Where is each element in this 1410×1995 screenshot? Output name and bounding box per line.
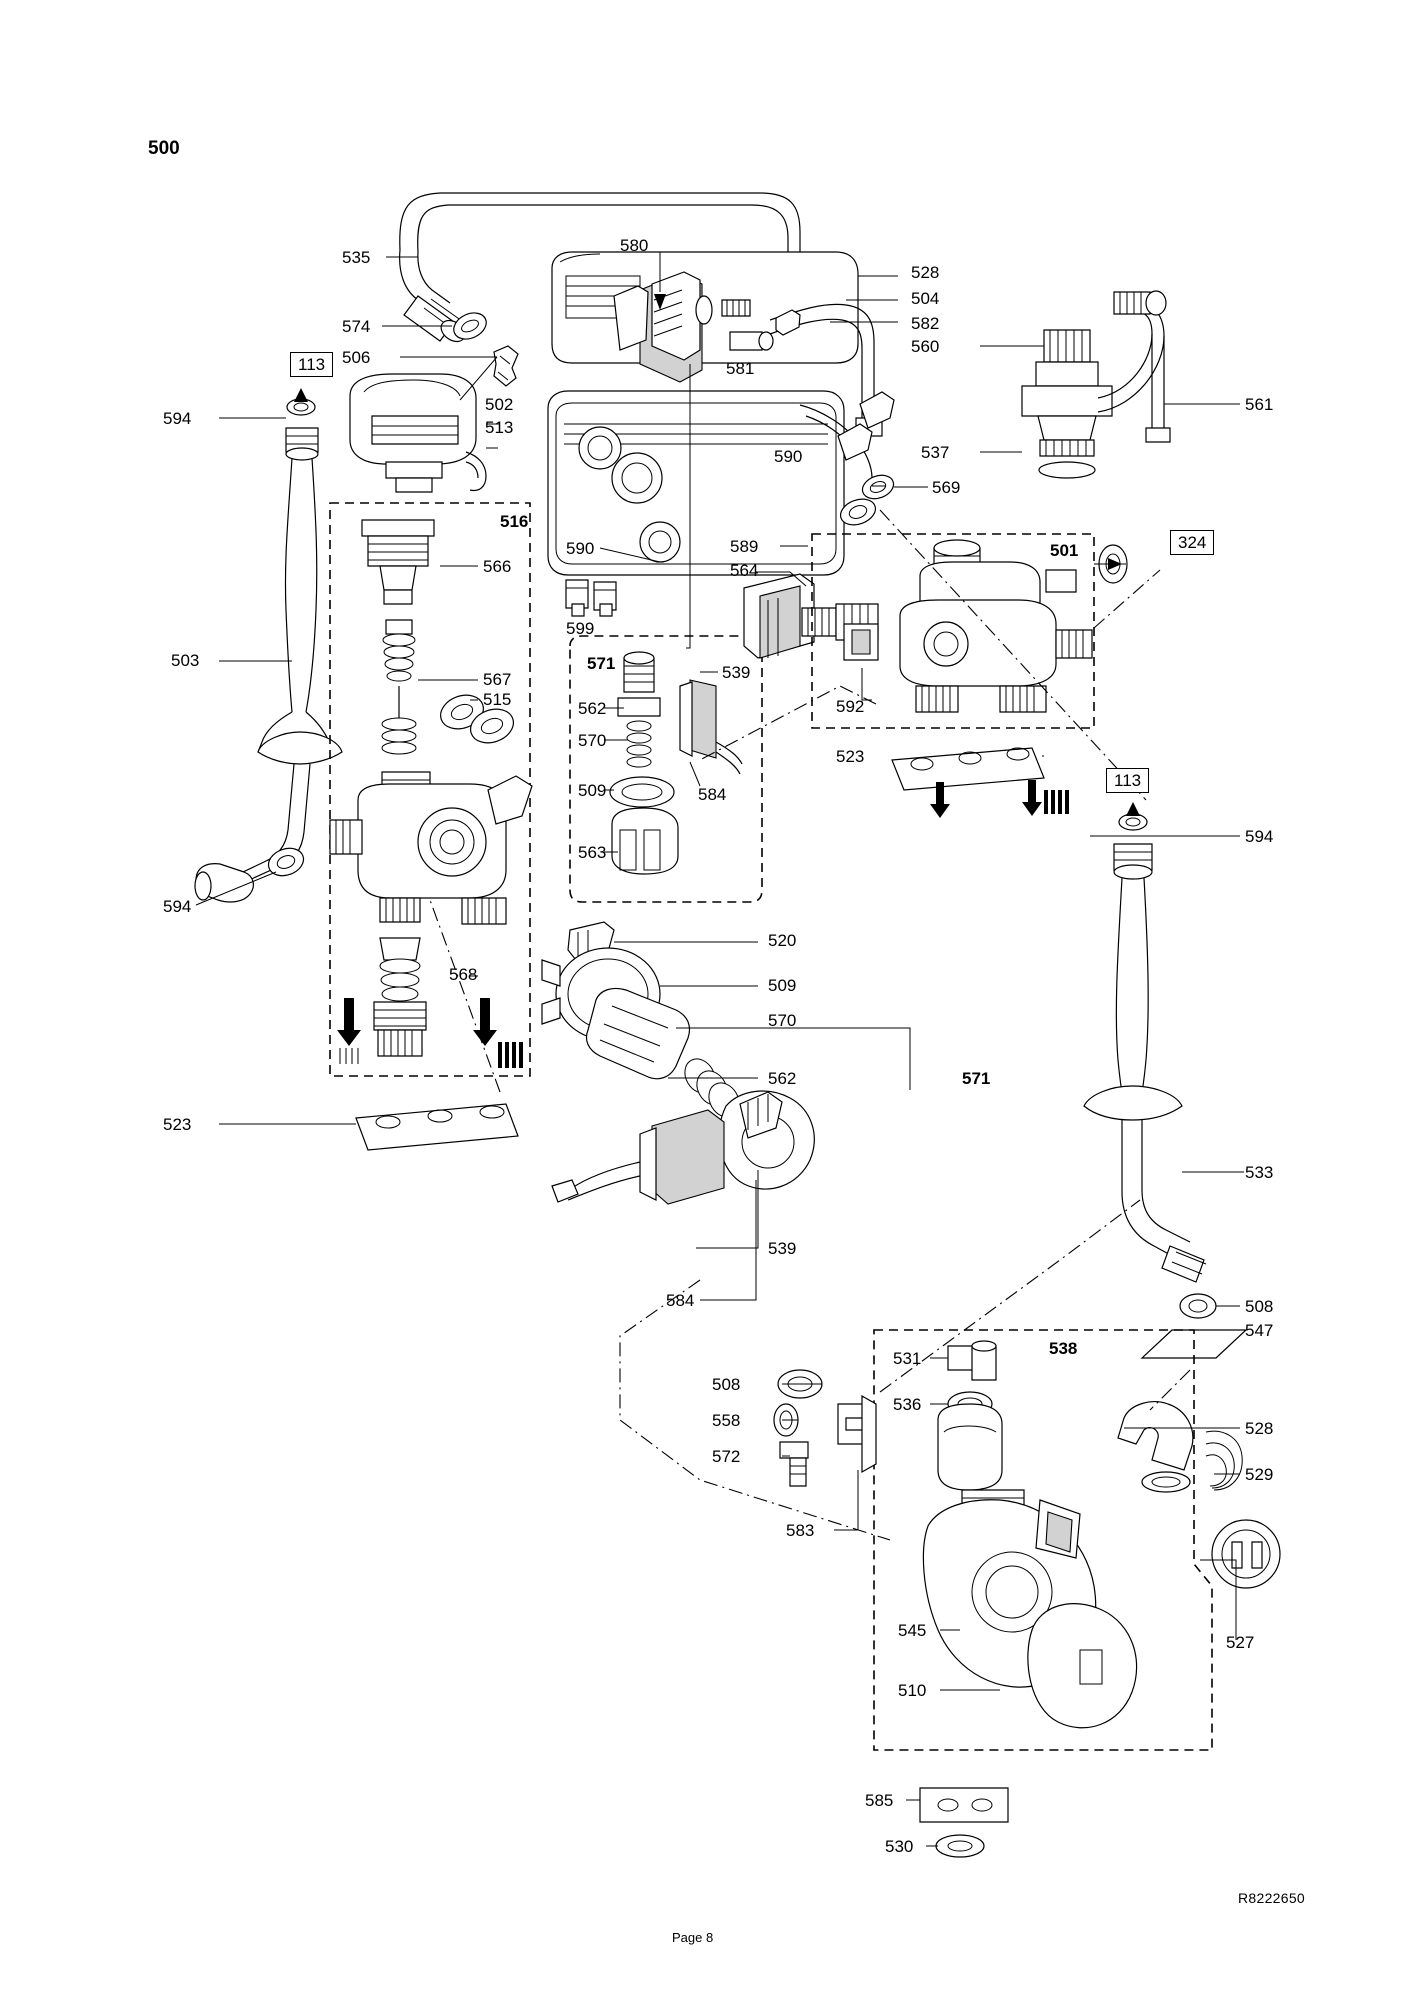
callout-563: 563: [578, 843, 607, 862]
callout-527: 527: [1226, 1633, 1255, 1652]
callout-539-upper: 539: [722, 663, 751, 682]
callout-570-lower: 570: [768, 1011, 797, 1030]
callout-533: 533: [1245, 1163, 1274, 1182]
callout-531: 531: [893, 1349, 922, 1368]
callout-508-right: 508: [1245, 1297, 1274, 1316]
callout-523-lower: 523: [163, 1115, 192, 1134]
callout-582: 582: [911, 314, 940, 333]
callout-574: 574: [342, 317, 371, 336]
callout-535: 535: [342, 248, 371, 267]
callout-562-upper: 562: [578, 699, 607, 718]
callout-509-lower: 509: [768, 976, 797, 995]
callout-536: 536: [893, 1395, 922, 1414]
callout-520: 520: [768, 931, 797, 950]
callout-528-lower: 528: [1245, 1419, 1274, 1438]
boxed-label-113-right: 113: [1106, 768, 1149, 793]
callout-589: 589: [730, 537, 759, 556]
group-label-516: 516: [500, 512, 529, 531]
callout-560: 560: [911, 337, 940, 356]
callout-569: 569: [932, 478, 961, 497]
callout-592: 592: [836, 697, 865, 716]
callout-509-upper: 509: [578, 781, 607, 800]
callout-584-upper: 584: [698, 785, 727, 804]
page-title: 500: [148, 138, 180, 159]
callout-561: 561: [1245, 395, 1274, 414]
group-label-501: 501: [1050, 541, 1079, 560]
callout-590-lower: 590: [566, 539, 595, 558]
callout-566: 566: [483, 557, 512, 576]
callout-599: 599: [566, 619, 595, 638]
callout-510: 510: [898, 1681, 927, 1700]
group-label-571-lower: 571: [962, 1069, 991, 1088]
callout-567: 567: [483, 670, 512, 689]
callout-594-right: 594: [1245, 827, 1274, 846]
callout-504: 504: [911, 289, 940, 308]
callout-564: 564: [730, 561, 759, 580]
callout-584-lower: 584: [666, 1291, 695, 1310]
callout-523-upper: 523: [836, 747, 865, 766]
callout-594-topleft: 594: [163, 409, 192, 428]
callout-530: 530: [885, 1837, 914, 1856]
callout-562-lower: 562: [768, 1069, 797, 1088]
callout-528-top: 528: [911, 263, 940, 282]
page-number: Page 8: [672, 1930, 714, 1945]
callout-547: 547: [1245, 1321, 1274, 1340]
callout-590-upper: 590: [774, 447, 803, 466]
callout-502: 502: [485, 395, 514, 414]
callout-583: 583: [786, 1521, 815, 1540]
boxed-label-113-top: 113: [290, 352, 333, 377]
group-label-538: 538: [1049, 1339, 1078, 1358]
callout-545: 545: [898, 1621, 927, 1640]
callout-594-left-lower: 594: [163, 897, 192, 916]
callout-508-left: 508: [712, 1375, 741, 1394]
drawing-code: R8222650: [1238, 1890, 1306, 1906]
group-label-571-upper: 571: [587, 654, 616, 673]
callout-503: 503: [171, 651, 200, 670]
callout-572: 572: [712, 1447, 741, 1466]
callout-558: 558: [712, 1411, 741, 1430]
callout-581: 581: [726, 359, 755, 378]
callout-570-upper: 570: [578, 731, 607, 750]
callout-513: 513: [485, 418, 514, 437]
callout-537: 537: [921, 443, 950, 462]
callout-515: 515: [483, 690, 512, 709]
callout-585: 585: [865, 1791, 894, 1810]
callout-529: 529: [1245, 1465, 1274, 1484]
callout-568: 568: [449, 965, 478, 984]
callout-506: 506: [342, 348, 371, 367]
callout-580: 580: [620, 236, 649, 255]
callout-539-lower: 539: [768, 1239, 797, 1258]
boxed-label-324: 324: [1170, 530, 1214, 555]
